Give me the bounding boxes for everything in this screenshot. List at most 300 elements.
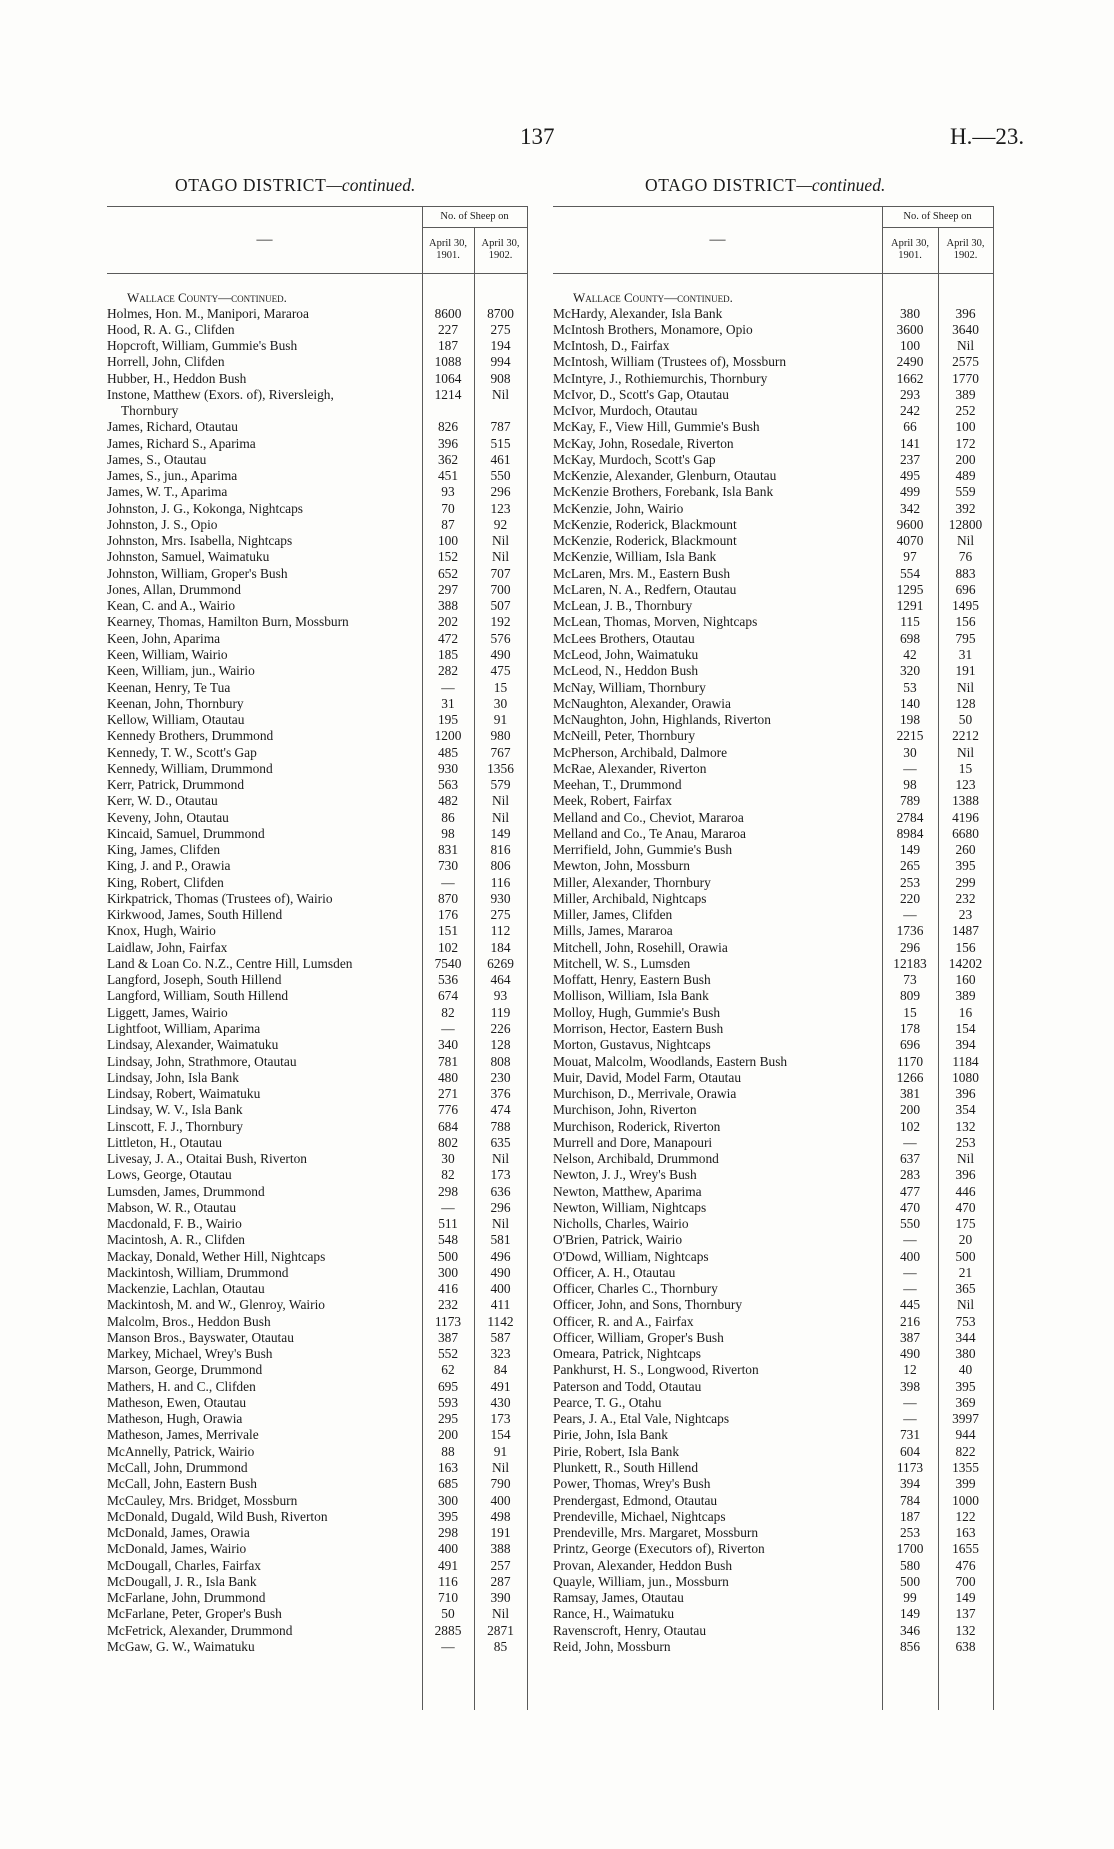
sheep-1902: 154	[490, 1427, 511, 1443]
owner-name: Kennedy Brothers, Drummond	[107, 728, 274, 744]
sheep-1902: 1142	[487, 1313, 514, 1329]
sheep-1902: 392	[955, 500, 976, 516]
table-row	[553, 696, 993, 712]
table-row	[107, 517, 527, 533]
column-title	[175, 174, 415, 196]
table-row	[107, 614, 527, 630]
sheep-1901: 73	[903, 972, 917, 988]
owner-name: Johnston, Samuel, Waimatuku	[107, 549, 270, 565]
owner-name: Kirkpatrick, Thomas (Trustees of), Wairio	[107, 890, 333, 906]
table-row	[107, 956, 527, 972]
table-row	[553, 566, 993, 582]
table-row	[553, 306, 993, 322]
table-row	[107, 1005, 527, 1021]
sheep-1902: Nil	[491, 549, 510, 565]
sheep-1901: 1662	[896, 370, 924, 386]
owner-name: McGaw, G. W., Waimatuku	[107, 1638, 255, 1654]
table-row	[107, 1558, 527, 1574]
table-row	[553, 1444, 993, 1460]
table-row	[107, 501, 527, 517]
sheep-1902: 8700	[487, 305, 514, 321]
owner-name: Pirie, John, Isla Bank	[553, 1427, 668, 1443]
sheep-1901: 784	[899, 1492, 921, 1508]
sheep-1901: 1266	[896, 1069, 924, 1085]
table-row	[553, 1541, 993, 1557]
owner-name: McLean, Thomas, Morven, Nightcaps	[553, 614, 758, 630]
sheep-1902: 6269	[487, 955, 514, 971]
sheep-1902: 883	[955, 565, 976, 581]
sheep-1902: 587	[490, 1329, 511, 1345]
owner-name: Mewton, John, Mossburn	[553, 858, 690, 874]
table-row	[553, 1330, 993, 1346]
sheep-1901: 485	[437, 744, 459, 760]
sheep-1902: 6680	[952, 825, 979, 841]
page-number: 137	[520, 124, 555, 149]
owner-name: Markey, Michael, Wrey's Bush	[107, 1346, 273, 1362]
table-row	[107, 436, 527, 452]
sheep-1902: 446	[955, 1183, 976, 1199]
header-top-rule	[107, 206, 527, 207]
owner-name: Rance, H., Waimatuku	[553, 1606, 675, 1622]
table-row	[553, 1346, 993, 1362]
table-row	[553, 582, 993, 598]
sheep-1901: 1173	[434, 1313, 462, 1329]
sheep-1901: 8600	[434, 305, 462, 321]
table-row	[553, 468, 993, 484]
owner-name: Miller, Alexander, Thornbury	[553, 874, 711, 890]
table-row	[553, 1558, 993, 1574]
sheep-1902: 489	[955, 468, 976, 484]
table-row	[107, 1037, 527, 1053]
owner-name: King, J. and P., Orawia	[107, 858, 231, 874]
sheep-1901: 400	[899, 1248, 921, 1264]
table-row	[107, 1525, 527, 1541]
sheep-1901: 141	[899, 435, 921, 451]
table-row	[553, 923, 993, 939]
sheep-1902: 1495	[952, 598, 979, 614]
table-row	[107, 452, 527, 468]
sheep-1902: 50	[958, 712, 973, 727]
sheep-1902: 163	[955, 1525, 976, 1540]
table-row	[553, 452, 993, 468]
owner-name: Moffatt, Henry, Eastern Bush	[553, 972, 711, 988]
sheep-1901: 232	[437, 1297, 459, 1313]
owner-name: Muir, David, Model Farm, Otautau	[553, 1069, 742, 1085]
table-row	[553, 1151, 993, 1167]
owner-name: Mathers, H. and C., Clifden	[107, 1378, 256, 1394]
owner-name: McDonald, Dugald, Wild Bush, Riverton	[107, 1508, 328, 1524]
sheep-1902: 122	[955, 1508, 976, 1524]
sheep-1901: 66	[903, 419, 917, 435]
owner-name: Prendeville, Michael, Nightcaps	[553, 1508, 726, 1524]
sheep-1902: 184	[490, 939, 511, 955]
sheep-1901: 684	[437, 1118, 459, 1134]
table-row	[553, 1427, 993, 1443]
owner-name: McLeod, John, Waimatuku	[553, 647, 699, 662]
table-row	[107, 712, 527, 728]
table-row	[107, 1362, 527, 1378]
owner-name: Murchison, Roderick, Riverton	[553, 1118, 721, 1134]
table-row	[553, 1574, 993, 1590]
sheep-1901: 253	[899, 1525, 921, 1540]
table-row	[107, 468, 527, 484]
sheep-1902: 500	[955, 1248, 976, 1264]
owner-name: McCall, John, Eastern Bush	[107, 1476, 257, 1492]
table-row	[553, 1102, 993, 1118]
sheep-1902: 191	[490, 1525, 511, 1540]
table-row	[107, 386, 527, 419]
sheep-1902: 226	[490, 1020, 511, 1036]
sheep-1902: Nil	[956, 1297, 975, 1313]
sheep-1901: 98	[903, 777, 917, 792]
table-row	[107, 484, 527, 500]
sheep-1902: 128	[490, 1037, 511, 1053]
sheep-1901: 387	[437, 1329, 459, 1345]
sheep-1901: 7540	[434, 955, 462, 971]
owner-name: Johnston, J. S., Opio	[107, 516, 218, 532]
owner-name: Horrell, John, Clifden	[107, 354, 225, 370]
owner-name: McDonald, James, Wairio	[107, 1541, 247, 1557]
sheep-1902: 400	[490, 1492, 511, 1508]
sheep-1901: 88	[441, 1443, 455, 1459]
table-row	[107, 338, 527, 354]
sheep-1901: —	[903, 1394, 917, 1410]
table-row	[107, 696, 527, 712]
sheep-1901: 30	[441, 1151, 455, 1166]
sheep-1902: 76	[958, 549, 973, 565]
sheep-1901: 116	[438, 1573, 458, 1589]
sheep-1901: 346	[899, 1622, 921, 1638]
sheep-1902: 154	[955, 1020, 976, 1036]
section-heading: Wallace County—continued.	[573, 290, 733, 305]
owner-name: McNaughton, John, Highlands, Riverton	[553, 712, 771, 727]
table-row	[553, 1070, 993, 1086]
table-row	[553, 517, 993, 533]
sheep-1901: —	[903, 1281, 917, 1297]
sheep-1901: 265	[899, 858, 921, 874]
table-row	[553, 793, 993, 809]
table-row	[553, 1281, 993, 1297]
sheep-1902: 344	[955, 1329, 976, 1345]
owner-name: McCauley, Mrs. Bridget, Mossburn	[107, 1492, 298, 1508]
sheep-1902: 40	[958, 1362, 973, 1378]
sheep-1902: 2871	[487, 1622, 514, 1638]
owner-name: McIvor, Murdoch, Otautau	[553, 403, 698, 419]
owner-name: McKenzie Brothers, Forebank, Isla Bank	[553, 484, 774, 500]
sheep-1902: 930	[490, 890, 511, 906]
owner-name: Miller, James, Clifden	[553, 907, 673, 923]
sheep-1901: 320	[899, 663, 921, 679]
table-row	[107, 566, 527, 582]
sheep-1902: 15	[958, 760, 973, 776]
sheep-1902: 490	[490, 647, 511, 662]
owner-name: Lows, George, Otautau	[107, 1167, 232, 1183]
table-row	[553, 956, 993, 972]
sheep-1901: 396	[437, 435, 459, 451]
sheep-1901: 652	[437, 565, 459, 581]
owner-name: Keveny, John, Otautau	[107, 809, 229, 825]
table-row	[107, 1476, 527, 1492]
owner-name: Officer, Charles C., Thornbury	[553, 1281, 718, 1297]
sheep-1902: 1487	[952, 923, 979, 939]
sheep-1902: 380	[955, 1346, 976, 1362]
table-row	[553, 1005, 993, 1021]
sheep-1902: 1080	[952, 1069, 979, 1085]
table-row	[553, 1493, 993, 1509]
sheep-1901: —	[903, 1411, 917, 1427]
sheep-1901: 342	[899, 500, 921, 516]
table-row	[553, 1021, 993, 1037]
table-row	[107, 1460, 527, 1476]
sheep-1902: 790	[490, 1476, 511, 1492]
sheep-1901: 710	[437, 1590, 459, 1605]
owner-name: Newton, William, Nightcaps	[553, 1199, 707, 1215]
sheep-1902: 93	[493, 988, 508, 1004]
table-row	[553, 940, 993, 956]
sheep-1901: 580	[899, 1557, 921, 1573]
owner-name: McNaughton, Alexander, Orawia	[553, 695, 731, 711]
sheep-1901: 198	[899, 712, 921, 727]
sheep-1901: 563	[437, 777, 459, 792]
sheep-1901: 400	[437, 1541, 459, 1557]
owner-name: McHardy, Alexander, Isla Bank	[553, 305, 723, 321]
table-row	[107, 1297, 527, 1313]
sheep-1902: 16	[958, 1004, 973, 1020]
owner-name: Power, Thomas, Wrey's Bush	[553, 1476, 711, 1492]
sheep-1902: Nil	[956, 679, 975, 695]
table-row	[107, 1021, 527, 1037]
section-heading: Wallace County—continued.	[127, 290, 287, 305]
owner-name: Hopcroft, William, Gummie's Bush	[107, 338, 298, 353]
owner-name: McDougall, J. R., Isla Bank	[107, 1573, 257, 1589]
sheep-1902: 123	[955, 777, 976, 792]
sheep-1902: 1355	[952, 1460, 979, 1475]
sheep-1902: 323	[490, 1346, 511, 1362]
sheep-1901: 102	[899, 1118, 921, 1134]
sheep-1901: 1700	[896, 1541, 924, 1557]
table-row	[553, 533, 993, 549]
owner-name: McFarlane, Peter, Groper's Bush	[107, 1606, 282, 1622]
sheep-1901: 930	[437, 760, 459, 776]
owner-name: McKay, John, Rosedale, Riverton	[553, 435, 734, 451]
sheep-1902: 91	[493, 1443, 508, 1459]
sheep-1901: 477	[899, 1183, 921, 1199]
column-title-suffix: —continued.	[326, 175, 416, 195]
sheep-1902: 137	[955, 1606, 976, 1622]
sheep-1901: 295	[437, 1411, 459, 1427]
owner-name: Mouat, Malcolm, Woodlands, Eastern Bush	[553, 1053, 788, 1069]
sheep-1902: 2575	[952, 354, 979, 370]
sheep-1901: 99	[903, 1590, 917, 1605]
owner-name: Melland and Co., Cheviot, Mararoa	[553, 809, 744, 825]
owner-name: Lindsay, Alexander, Waimatuku	[107, 1037, 279, 1053]
sheep-1901: 674	[437, 988, 459, 1004]
sheep-1901: 152	[437, 549, 459, 565]
owner-name: Meek, Robert, Fairfax	[553, 793, 672, 809]
sheep-1902: 980	[490, 728, 511, 744]
sheep-1901: 12	[903, 1362, 917, 1378]
sheep-1901: 297	[437, 581, 459, 597]
owner-name: Marson, George, Drummond	[107, 1362, 263, 1378]
table-row	[553, 826, 993, 842]
sheep-1901: 82	[441, 1167, 455, 1183]
sheep-1902: 91	[493, 712, 508, 727]
sheep-1901: 511	[438, 1216, 458, 1232]
table-row	[107, 1232, 527, 1248]
table-row	[107, 419, 527, 435]
sheep-1902: 257	[490, 1557, 511, 1573]
sheep-1902: 1184	[952, 1053, 979, 1069]
sheep-1902: Nil	[956, 744, 975, 760]
owner-name: Manson Bros., Bayswater, Otautau	[107, 1329, 294, 1345]
owner-name: O'Dowd, William, Nightcaps	[553, 1248, 709, 1264]
sheep-1902: 787	[490, 419, 511, 435]
sheep-1902: 175	[955, 1216, 976, 1232]
owner-name: Reid, John, Mossburn	[553, 1638, 671, 1654]
owner-name: Littleton, H., Otautau	[107, 1134, 222, 1150]
table-row	[553, 875, 993, 891]
owner-name: Kearney, Thomas, Hamilton Burn, Mossburn	[107, 614, 349, 630]
sheep-1902: 156	[955, 614, 976, 630]
sheep-1901: 102	[437, 939, 459, 955]
sheep-1901: 1088	[434, 354, 462, 370]
sheep-1902: 2212	[952, 728, 979, 744]
table-row	[553, 484, 993, 500]
sheep-1902: Nil	[956, 533, 975, 549]
sheep-1902: 156	[955, 939, 976, 955]
owner-name: McKenzie, Alexander, Glenburn, Otautau	[553, 468, 777, 484]
sheep-1901: 53	[903, 679, 917, 695]
sheep-1901: 1173	[896, 1460, 924, 1475]
table-row	[553, 403, 993, 419]
owner-name: Newton, J. J., Wrey's Bush	[553, 1167, 697, 1183]
column-title-text: OTAGO DISTRICT	[645, 175, 797, 195]
sheep-1902: Nil	[491, 793, 510, 809]
owner-name: Pears, J. A., Etal Vale, Nightcaps	[553, 1411, 730, 1427]
sheep-1902: 191	[955, 663, 976, 679]
table-row	[107, 322, 527, 338]
sheep-1902: 15	[493, 679, 508, 695]
table-row	[107, 1102, 527, 1118]
table-row	[107, 354, 527, 370]
owner-name: Livesay, J. A., Otaitai Bush, Riverton	[107, 1151, 307, 1166]
owner-name: McKenzie, William, Isla Bank	[553, 549, 717, 565]
sheep-1902: Nil	[956, 338, 975, 353]
table-row	[107, 891, 527, 907]
sheep-1902: 173	[490, 1411, 511, 1427]
owner-name: Lightfoot, William, Aparima	[107, 1020, 261, 1036]
table-row	[553, 322, 993, 338]
table-row	[107, 582, 527, 598]
owner-name: Provan, Alexander, Heddon Bush	[553, 1557, 733, 1573]
table-row	[553, 1249, 993, 1265]
sheep-1901: 604	[899, 1443, 921, 1459]
sheep-1902: 806	[490, 858, 511, 874]
table-row	[107, 810, 527, 826]
sheep-1901: 776	[437, 1102, 459, 1118]
owner-name: McKay, Murdoch, Scott's Gap	[553, 451, 716, 467]
owner-name: Omeara, Patrick, Nightcaps	[553, 1346, 701, 1362]
owner-name: Officer, John, and Sons, Thornbury	[553, 1297, 743, 1313]
header-name-dash: —	[256, 231, 273, 248]
sheep-1901: —	[903, 907, 917, 923]
table-row	[553, 728, 993, 744]
table-row	[107, 1249, 527, 1265]
column-title	[645, 174, 885, 196]
sheep-1902: 700	[955, 1573, 976, 1589]
sheep-1902: 252	[955, 403, 976, 419]
header-top-rule	[553, 206, 993, 207]
sheep-1901: 8984	[896, 825, 924, 841]
sheep-1902: 194	[490, 338, 511, 353]
sheep-1902: 788	[490, 1118, 511, 1134]
table-row	[107, 1395, 527, 1411]
sheep-1901: 298	[437, 1183, 459, 1199]
sheep-1902: 296	[490, 1199, 511, 1215]
sheep-1902: 192	[490, 614, 511, 630]
sheep-1901: 394	[899, 1476, 921, 1492]
sheep-1902: Nil	[491, 386, 510, 402]
owner-name: Land & Loan Co. N.Z., Centre Hill, Lumsden	[107, 955, 353, 971]
sheep-1901: 300	[437, 1264, 459, 1280]
table-row	[553, 1200, 993, 1216]
owner-name: Matheson, James, Merrivale	[107, 1427, 259, 1443]
sheep-1901: 445	[899, 1297, 921, 1313]
sheep-1902: 92	[493, 516, 508, 532]
header-col-1902: April 30, 1902.	[946, 238, 985, 261]
sheep-1902: 388	[490, 1541, 511, 1557]
sheep-1901: —	[441, 874, 455, 890]
sheep-1901: 685	[437, 1476, 459, 1492]
sheep-1901: 62	[441, 1362, 455, 1378]
sheep-1901: 4070	[896, 533, 924, 549]
sheep-1901: 698	[899, 630, 921, 646]
sheep-1902: 132	[955, 1622, 976, 1638]
sheep-1902: 12800	[948, 516, 983, 532]
table-row	[107, 647, 527, 663]
sheep-1902: 369	[955, 1394, 976, 1410]
table-row	[553, 1314, 993, 1330]
owner-name: James, W. T., Aparima	[107, 484, 228, 500]
owner-name: Jones, Allan, Drummond	[107, 581, 241, 597]
table-row	[107, 826, 527, 842]
owner-name: Kerr, Patrick, Drummond	[107, 777, 245, 792]
sheep-1901: 151	[437, 923, 459, 939]
sheep-1902: 475	[490, 663, 511, 679]
sheep-1902: 1356	[487, 760, 514, 776]
sheep-1902: 389	[955, 386, 976, 402]
owner-name: Mollison, William, Isla Bank	[553, 988, 709, 1004]
sheep-1901: 86	[441, 809, 455, 825]
owner-name: Hood, R. A. G., Clifden	[107, 321, 235, 337]
owner-name: Plunkett, R., South Hillend	[553, 1460, 699, 1475]
sheep-1902: 753	[955, 1313, 976, 1329]
owner-name: Kerr, W. D., Otautau	[107, 793, 218, 809]
sheep-1901: 495	[899, 468, 921, 484]
owner-name: Johnston, William, Groper's Bush	[107, 565, 288, 581]
sheep-1901: 296	[899, 939, 921, 955]
sheep-1902: 496	[490, 1248, 511, 1264]
sheep-1901: 1200	[434, 728, 462, 744]
sheep-1901: 500	[437, 1248, 459, 1264]
sheep-1901: 826	[437, 419, 459, 435]
owner-name: Mackenzie, Lachlan, Otautau	[107, 1281, 265, 1297]
owner-name: Mills, James, Mararoa	[553, 923, 673, 939]
owner-name: Johnston, J. G., Kokonga, Nightcaps	[107, 500, 304, 516]
sheep-1901: 340	[437, 1037, 459, 1053]
owner-name: Knox, Hugh, Wairio	[107, 923, 216, 939]
owner-name: McLean, J. B., Thornbury	[553, 598, 693, 614]
